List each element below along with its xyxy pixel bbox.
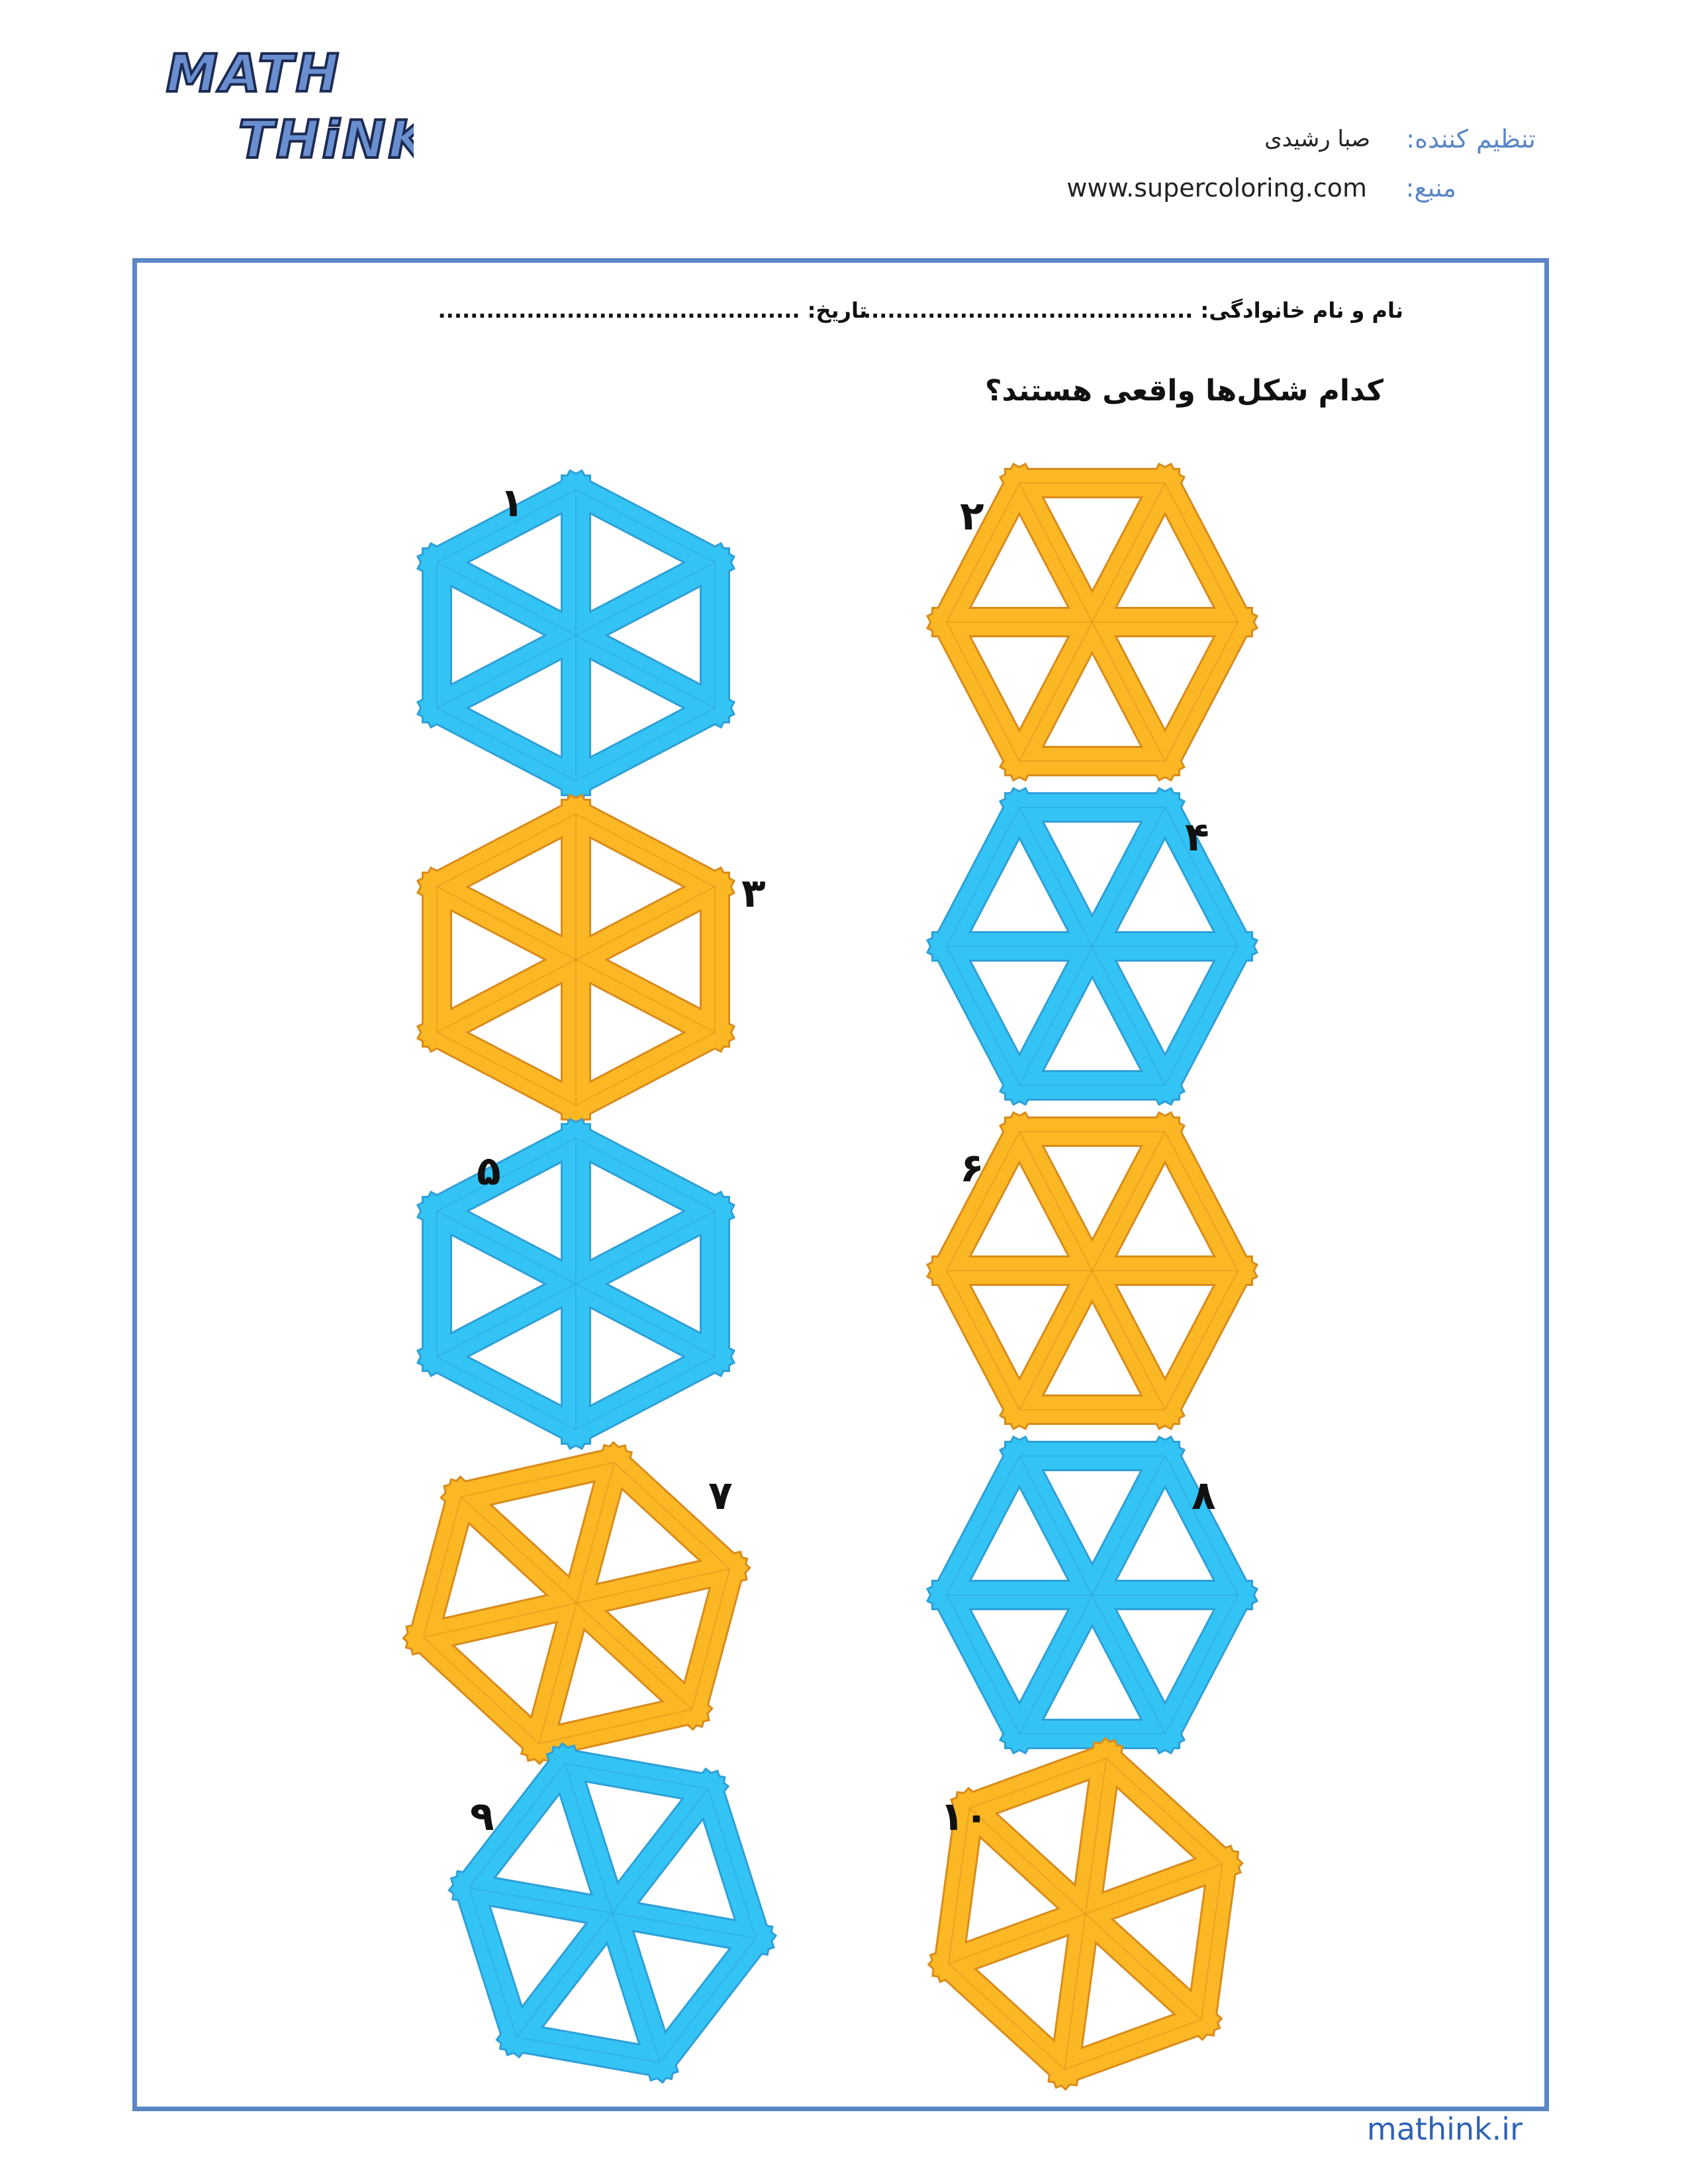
figure-1-number: ۱ bbox=[500, 480, 524, 526]
figure-1-cube bbox=[410, 463, 781, 807]
mathink-logo bbox=[162, 40, 414, 172]
question-text: کدام شکل‌ها واقعی هستند؟ bbox=[984, 374, 1383, 408]
figure-6-number: ۶ bbox=[960, 1145, 984, 1191]
author-label: تنظیم کننده: bbox=[1406, 124, 1536, 154]
source-value: www.supercoloring.com bbox=[1066, 173, 1367, 203]
figure-3-number: ۳ bbox=[741, 870, 766, 917]
figure-9-cube bbox=[407, 1720, 810, 2145]
figure-2-number: ۲ bbox=[960, 493, 984, 539]
figure-9-number: ۹ bbox=[470, 1794, 494, 1840]
figure-8-number: ۸ bbox=[1192, 1473, 1216, 1519]
date-field[interactable]: تاریخ: ............................................. bbox=[438, 298, 867, 323]
figure-4-cube bbox=[920, 781, 1264, 1152]
author-value: صبا رشیدی bbox=[1264, 126, 1370, 152]
logo-line2: THiNK bbox=[238, 111, 414, 170]
footer-site: mathink.ir bbox=[1366, 2111, 1523, 2147]
source-label: منبع: bbox=[1405, 173, 1456, 203]
figure-7-number: ۷ bbox=[708, 1473, 733, 1519]
logo-line1: MATH bbox=[166, 44, 342, 104]
name-field[interactable]: نام و نام خانوادگی: ......................................... bbox=[863, 298, 1403, 323]
figure-10-number: ۱۰ bbox=[940, 1794, 989, 1840]
figure-4-number: ۴ bbox=[1185, 814, 1209, 860]
figure-5-number: ۵ bbox=[477, 1148, 501, 1195]
worksheet-frame bbox=[132, 258, 1549, 2111]
figure-3-cube bbox=[410, 788, 781, 1132]
